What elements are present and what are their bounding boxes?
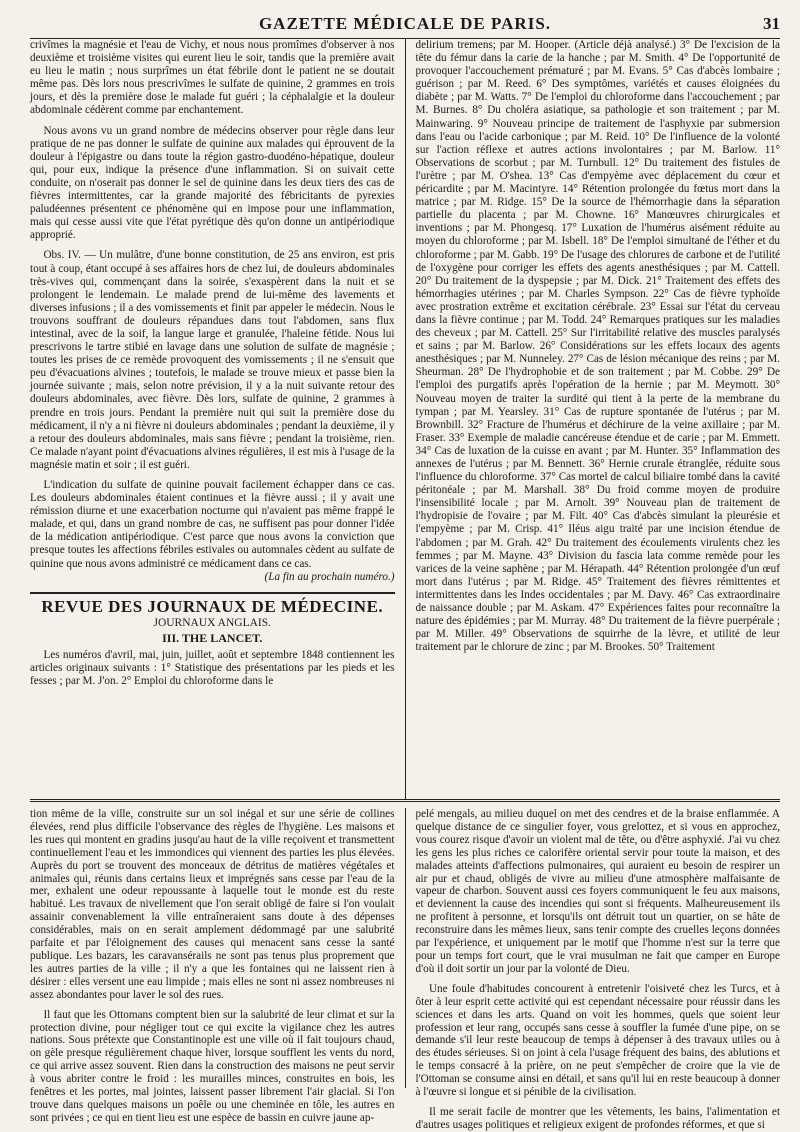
article-list: delirium tremens; par M. Hooper. (Article déjà analysé.) 3° De l'excision de la tête du fémur dans la carie de la hanche ; par M. Smith. 4° De l'opportunité de provoquer l'accouchement prématuré ; par M. Evans. 5° Cas d'abcès lombaire ; guérison ; par M. Reed. 6° Des symptômes, variétés et causes éloignées du diabète ; par M. Watts. 7° De l'emploi du chloroforme dans l'accouchement ; par M. Burnes. 8° Du choléra asiatique, sa pathologie et son traitement ; par M. Mainwaring. 9° Nouveau principe de traitement de l'asphyxie par submersion dans l'eau ou l'acide carbonique ; par M. Reid. 10° De l'influence de la volonté sur l'action réflexe et autres actions involontaires ; par M. Barlow. 11° Observations de scorbut ; par M. Turnbull. 12° Du traitement des fistules de l'urètre ; par M. O'shea. 13° Cas d'empyème avec déplacement du cœur et péricardite ; par M. Macintyre. 14° Rétention prolongée du fœtus mort dans la matrice ; par M. Ridge. 15° De la source de l'hémorrhagie dans la séparation partielle du placenta ; par M. Chowne. 16° Manœuvres chirurgicales et inventions ; par M. Phongesq. 17° Luxation de l'humérus aisément réduite au moyen du chloroforme ; par M. Isbell. 18° De l'emploi simultané de l'éther et du chloroforme ; par M. Gabb. 19° De l'usage des chlorures de carbone et de l'utilité de l'oxygène pour corriger les effets des agents anesthésiques ; par M. Cattell. 20° Du traitement de la dyspepsie ; par M. Dick. 21° Traitement des effets des hémorrhagies utérines ; par M. Charles Sympson. 22° Cas de fièvre typhoïde avec prostration extrême et excitation cérébrale. 23° Essai sur l'état du cerveau dans la fièvre continue ; par M. Todd. 24° Remarques pratiques sur les maladies des cheveux ; par M. Cattell. 25° Sur l'irritabilité relative des muscles paralysés et sains ; par M. Barlow. 26° Considérations sur les effets locaux des agents anesthésiques ; par M. Nunneley. 27° Cas de lésion mécanique des reins ; par M. Sheurman. 28° De l'hydrophobie et de son traitement ; par M. Cobbe. 29° De l'emploi des purgatifs après l'opération de la hernie ; par M. Meymott. 30° Nouveau moyen de traiter la surdité qui tient à la perte de la membrane du tympan ; par M. Yearsley. 31° Cas de rupture spontanée de l'utérus ; par M. Brownbill. 32° Fracture de l'humérus et déchirure de la veine axillaire ; par M. Fraser. 33° Exemple de maladie cancéreuse étendue et de carie ; par M. Emmett. 34° Cas de luxation de la cuisse en avant ; par M. Hunter. 35° Inflammation des annexes de l'utérus ; par M. Bennett. 36° Hernie crurale étranglée, réduite sous l'influence du chloroforme. 37° Cas mortel de calcul biliaire tombé dans la cavité péritonéale ; par M. Marshall. 38° Du froid comme moyen de produire l'insensibilité locale ; par M. Arnolt. 39° Nouveau plan de traitement de l'hydropisie de l'ovaire ; par M. Filt. 40° Cas d'abcès simulant la pleurésie et l'empyème ; par M. Crisp. 41° Iléus aigu traité par une incision étendue de l'abdomen ; par M. Grah. 42° Du traitement des écoulements virulents chez les femmes ; par M. Mayne. 43° Division du fascia lata comme remède pour les varices de la veine saphène ; par M. Hérapath. 44° Rétention prolongée d'un œuf mort dans l'utérus ; par M. Ridge. 45° Traitement des fièvres rémittentes et intermittentes dans les Indes occidentales ; par M. Davy. 46° Cas extraordinaire de naissance double ; par M. Askam. 47° Expériences faites pour reconnaître la nature des épidémies ; par M. Murray. 48° Du traitement de la fièvre puerpérale ; par M. Miller. 49° Observations de squirrhe de la lèvre, et utilité de leur traitement par le chlorure de zinc ; par M. Brookes. 50° Traitement (415, 39, 780, 654)
lower-right-column (415, 808, 781, 1131)
journal-heading: III. THE LANCET. (162, 630, 263, 645)
section-title: REVUE DES JOURNAUX DE MÉDECINE. (41, 596, 384, 616)
lower-left-column (30, 808, 395, 1124)
paragraph: tion même de la ville, construite sur un sol inégal et sur une série de collines élevées, rend plus difficile l'observance des règles de l'hygiène. Les maisons et les rues qui montent en gradins jusqu'au haut de la ville reçoivent et transmettent continuellement l'eau et les immondices qui viennent des parties les plus élevées. Auprès du port se trouvent des monceaux de détritus de matières végétales et animales qui, réunis dans certains lieux et imprégnés sans cesse par l'eau de la mer, exhalent une odeur repoussante à laquelle tout le monde est du reste habitué. Les travaux de nivellement que l'on serait obligé de faire si l'on voulait assainir convenablement la ville entraîneraient sans doute à des dépenses considérables, mais on en serait amplement dédommagé par une salubrité parfaite et par l'éloignement des causes qui menacent sans cesse la santé publique. Les bazars, les caravansérails ne sont pas tenus plus proprement que les autres parties de la ville ; il n'y a que les fontaines qui ne laissent rien à désirer : elles versent une eau limpide ; mais elles ne sont ni assez nombreuses ni assez abondantes pour laver le sol des rues. (30, 808, 395, 1001)
page-number: 31 (763, 14, 780, 33)
paragraph: pelé mengals, au milieu duquel on met des cendres et de la braise enflammée. A quelque distance de ce singulier foyer, vous grelottez, et si vous en approchez, vous courez risque d'avoir un violent mal de tête, ou d'être asphyxié. J'ai vu chez les gens les plus riches ce calorifère oriental servir pour toute la maison, et des malades atteints d'affections pulmonaires, qui auraient eu besoin de respirer un air pur et chaud, obligés de vivre au milieu d'une atmosphère malfaisante de vapeur de charbon. Souvent aussi ces foyers communiquent le feu aux maisons, et deviennent la cause des incendies qui sont si fréquents. Malheureusement ils ne profitent à personne, et lorsqu'ils ont détruit tout un quartier, on se hâte de reconstruire dans les mêmes lieux, sans tenir compte des cruelles leçons données par l'expérience, et uniquement par le motif que l'homme n'est sur la terre que pour un temps fort court, que le vrai musulman ne fait que camper en Europe d'où il doit sortir un jour par la volonté de Dieu. (415, 808, 780, 975)
paragraph: Nous avons vu un grand nombre de médecins observer pour règle dans leur pratique de ne pas donner le sulfate de quinine aux malades qui éprouvent de la douleur à l'épigastre ou dans toute la région gastro-duodéno-hépatique, douleur qui, pour eux, indique la présence d'une inflammation. Si on suivait cette conduite, on n'oserait pas donner le sel de quinine dans les deux tiers des cas de fièvres intermittentes, car la grande majorité des fébricitants de pyrexies paludéennes présentent ce phénomène qui en impose pour une inflammation, mais qui cesse aussi vite que l'état pyrétique dès qu'on donne un antipériodique approprié. (30, 124, 395, 242)
observation-paragraph: Obs. IV. — Un mulâtre, d'une bonne constitution, de 25 ans environ, est pris tout à coup, étant occupé à ses affaires hors de chez lui, de douleurs abdominales très-vives qui, commençant dans la soirée, s'exaspèrent dans la nuit et se prolongent le lendemain. Le malade prend de lui-même des lavements et diverses infusions ; il a des vomissements et finit par appeler le médecin. Nous le trouvons souffrant de douleurs répandues dans tout l'abdomen, sans flux intestinal, avec de la soif, la langue large et granulée, l'haleine fétide. Nous lui prescrivons le tartre stibié en lavage dans une solution de sulfate de magnésie ; toutes les prises de ce remède provoquent des vomissements ; il ne s'ensuit que peu d'évacuations alvines ; toutefois, le malade se trouve mieux et passe bien la journée suivante ; mais, selon notre prévision, il y a la nuit suivante retour des douleurs abdominales, avec fièvre. Dès lors, sulfate de quinine, 2 grammes à prendre en trois jours. Pendant la première nuit qui suit la première dose du médicament, il n'y a ni fièvre ni douleurs abdominales ; pendant la deuxième, il y a retour des douleurs abdominales, mais sans fièvre ; pendant la troisième, rien. Ce malade n'ayant point d'évacuations alvines régulières, il est mis à l'usage de la magnésie matin et soir ; il est guéri. (30, 249, 395, 471)
section-subtitle: JOURNAUX ANGLAIS. (153, 616, 272, 629)
paragraph: L'indication du sulfate de quinine pouvait facilement échapper dans ce cas. Les douleurs abdominales étaient continues et la fièvre aussi ; il y avait une rémission diurne et une exacerbation nocturne qui n'avaient pas même frappé le malade, et qui, dans un grand nombre de cas, ne suffisent pas pour donner l'idée de la médication antipériodique. C'est parce que nous avons la conviction que presque toutes les affections fébriles estivales ou automnales cèdent au sulfate de quinine que nous avons administré ce médicament dans ce cas. (30, 479, 395, 570)
column-separator (405, 39, 406, 799)
continued-note: (La fin au prochain numéro.) (264, 570, 395, 583)
paragraph: Il me serait facile de montrer que les vêtements, les bains, l'alimentation et d'autres usages politiques et religieux exigent de profondes réformes, et que si (415, 1105, 780, 1131)
paragraph: Une foule d'habitudes concourent à entretenir l'oisiveté chez les Turcs, et à ôter à leur esprit cette activité qui est cependant nécessaire pour réussir dans les sciences et dans les arts. Quand on voit les hommes, quels que soient leur profession et leur rang, occupés sans cesse à souffler la fumée d'une pipe, on se demande s'il leur reste beaucoup de temps à dépenser à des travaux utiles ou à des études sérieuses. Si on joint à cela l'usage fréquent des bains, des ablutions et le temps consacré à la prière, on ne peut s'empêcher de croire que la vie de l'Ottoman se consume ainsi en détail, et sans qu'il lui en reste beaucoup à donner à l'œuvre si longue et si pénible de la civilisation. (415, 982, 780, 1099)
section-rule (30, 592, 395, 594)
upper-columns (30, 39, 780, 799)
mid-rule (30, 799, 780, 802)
paragraph: Il faut que les Ottomans comptent bien sur la salubrité de leur climat et sur la protection divine, pour négliger tout ce qui excite la vigilance chez les autres nations. Sous prétexte que Constantinople est une ville où il fait toujours chaud, on gèle presque régulièrement chaque hiver, lorsque soufflent les vents du nord, ce qui arrive assez souvent. Rien dans la construction des maisons ne peut servir à vous abriter contre le froid : les murailles minces, construites en bois, les fenêtres et les portes, mal jointes, laissent passer librement l'air glacial. Si l'on trouve dans quelques maisons un poêle ou une cheminée en tôle, les autres en sont privées ; ce qui en tient lieu est une espèce de bassin en cuivre jaune ap- (30, 1008, 395, 1124)
page (30, 10, 780, 1131)
lower-columns (30, 808, 780, 1131)
column-separator (405, 808, 406, 1088)
right-column (416, 39, 781, 799)
journal-title: GAZETTE MÉDICALE DE PARIS. (258, 14, 552, 33)
left-column (30, 39, 395, 799)
paragraph: crivîmes la magnésie et l'eau de Vichy, et nous nous promîmes d'observer à nos deuxième et troisième visites qui eurent lieu le soir, tandis que la première avait eu lieu le matin ; nous surprîmes un état fébrile dont le patient ne se doutait même pas. Dès lors nous prescrivîmes le sulfate de quinine, 2 grammes en trois jours, et dès la première dose le malade fut guéri ; la céphalalgie et la douleur abdominale cédèrent comme par enchantement. (30, 39, 395, 117)
section-intro: Les numéros d'avril, mai, juin, juillet, août et septembre 1848 contiennent les articles originaux suivants : 1° Statistique des présentations par les pieds et les fesses ; par M. J'on. 2° Emploi du chloroforme dans le (30, 649, 395, 688)
page-header (30, 10, 780, 38)
